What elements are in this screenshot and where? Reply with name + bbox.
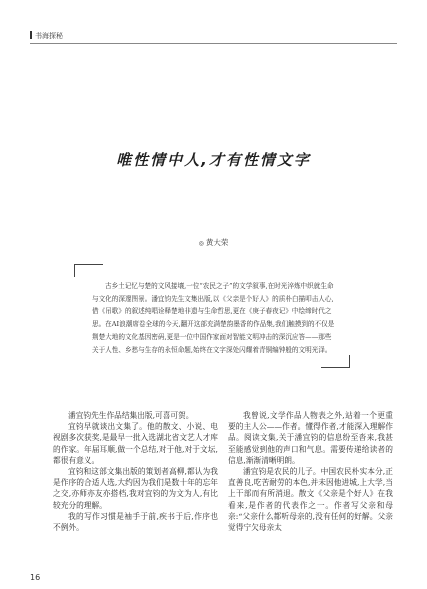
header-rule [30,43,397,44]
bracket-bottom-right [321,355,350,368]
author-name: 黄大荣 [205,238,229,247]
body-column-left [53,410,218,533]
abstract-box [74,264,350,368]
page-number: 16 [30,573,41,582]
paragraph: 我曾说,文学作品人物表之外,站着一个更重要的主人公——作者。懂得作者,才能深入理解作品。阅读文集,关于潘宜钧的信息纷至沓来,我甚至能感觉到他的声口和气息。需要传递给读者的信息,渐渐清晰明朗。 [228,411,393,465]
paragraph: 潘宜钧先生作品结集出版,可喜可贺。 [68,411,194,420]
paragraph: 我的写作习惯是袖手于前,疾书于后,作序也不例外。 [53,511,218,533]
abstract-text: 古乡土记忆与楚的文风接壤,一位“农民之子”的文学叙事,在时光淬炼中织就生命与文化的深邃图景。潘宜钧先生文集出版,以《父亲是个好人》的质朴白描叩击人心,借《吊歌》的叙述纯唱诠释楚地非遗与生命哲思,更在《庚子春夜记》中绘缔时代之思。在AI浪潮席卷全球的今天,翻开这部充满楚韵墨香的作品集,我们触摸到的不仅是荆楚大地的文化基因密码,更是一位中国作家面对智能文明冲击的深沉应答——那些关于人性、乡愁与生存的永恒命题,始终在文字深处闪耀着青铜编钟般的文明光泽。 [92,282,335,354]
body-column-right [228,410,393,533]
paragraph: 潘宜钧是农民的儿子。中国农民朴实本分,正直善良,吃苦耐劳的本色,并未因他进城,上大学,当上干部而有所消退。散文《父亲是个好人》在我看来,是作者的代表作之一。作者写父亲和母亲:“父亲什么都听母亲的,没有任何的好解。父亲觉得宁欠母亲太 [228,467,393,533]
section-header [30,31,63,41]
bracket-top-left [74,264,103,277]
article-title: 唯性情中人,才有性情文字 [116,151,311,169]
paragraph: 宜钧和这部文集出版的策划者高柳,都认为我是作序的合适人选,大约因为我们是数十年的忘年之交,亦师亦友亦搭档,我对宜钧的为文为人,有比较充分的理解。 [53,467,218,510]
author-line [0,237,427,248]
paragraph: 宜钧早就谈出文集了。他的散文、小说、电视剧多次获奖,是最早一批入选湖北省文艺人才库的作家。年届耳顺,做一个总结,对于他,对于文坛,都很有意义。 [53,422,218,465]
author-bullet-icon: ◎ [198,240,204,247]
header-bar [30,31,32,39]
section-label: 书海探秘 [35,32,63,40]
